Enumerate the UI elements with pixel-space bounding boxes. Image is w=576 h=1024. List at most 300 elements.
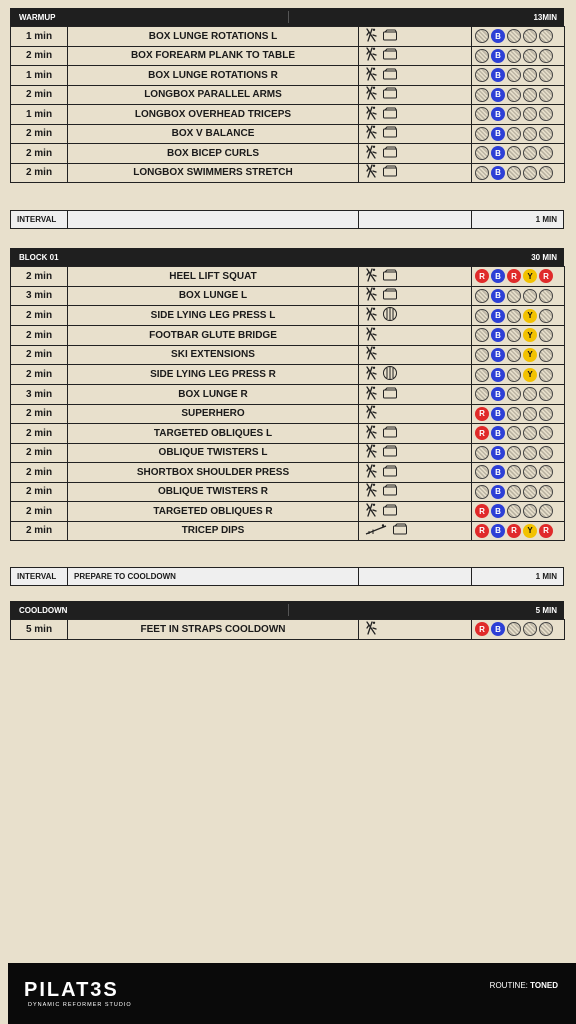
R-level-icon: R: [507, 269, 521, 283]
B-level-icon: B: [491, 485, 505, 499]
exercise-duration: 2 min: [11, 46, 68, 66]
stand-icon: [365, 503, 377, 520]
hatched-level-icon: [475, 146, 489, 160]
exercise-duration: 2 min: [11, 404, 68, 424]
hatched-level-icon: [523, 504, 537, 518]
B-level-icon: B: [491, 269, 505, 283]
hatched-level-icon: [539, 309, 553, 323]
level-cell: [472, 306, 565, 326]
exercise-row: [11, 326, 565, 346]
stand-icon: [365, 483, 377, 500]
hatched-level-icon: [539, 289, 553, 303]
hatched-level-icon: [507, 465, 521, 479]
B-level-icon: B: [491, 309, 505, 323]
stand-icon: [365, 386, 377, 403]
exercise-row: [11, 46, 565, 66]
level-cell: [472, 326, 565, 346]
level-cell: [472, 482, 565, 502]
interval-text: [68, 211, 359, 228]
exercise-duration: 1 min: [11, 105, 68, 125]
stand-icon: [365, 366, 377, 383]
hatched-level-icon: [539, 407, 553, 421]
B-level-icon: B: [491, 49, 505, 63]
exercise-name: SIDE LYING LEG PRESS R: [68, 365, 359, 385]
hatched-level-icon: [523, 107, 537, 121]
B-level-icon: B: [491, 146, 505, 160]
R-level-icon: R: [475, 269, 489, 283]
level-cell: [472, 424, 565, 444]
Y-level-icon: Y: [523, 309, 537, 323]
exercise-duration: 2 min: [11, 502, 68, 522]
exercise-name: SIDE LYING LEG PRESS L: [68, 306, 359, 326]
box-icon: [382, 288, 398, 303]
equipment-cell: [359, 267, 472, 287]
exercise-name: LONGBOX OVERHEAD TRICEPS: [68, 105, 359, 125]
interval-row: [10, 567, 564, 586]
cooldown-table: [10, 619, 565, 640]
exercise-duration: 2 min: [11, 124, 68, 144]
hatched-level-icon: [475, 465, 489, 479]
equipment-cell: [359, 365, 472, 385]
incline-icon: [365, 523, 387, 538]
exercise-duration: 5 min: [11, 620, 68, 640]
hatched-level-icon: [507, 127, 521, 141]
level-cell: [472, 144, 565, 164]
exercise-duration: 2 min: [11, 345, 68, 365]
hatched-level-icon: [475, 127, 489, 141]
exercise-duration: 2 min: [11, 443, 68, 463]
B-level-icon: B: [491, 524, 505, 538]
hatched-level-icon: [539, 88, 553, 102]
equipment-cell: [359, 482, 472, 502]
hatched-level-icon: [523, 88, 537, 102]
hatched-level-icon: [475, 368, 489, 382]
hatched-level-icon: [539, 107, 553, 121]
hatched-level-icon: [507, 68, 521, 82]
hatched-level-icon: [523, 289, 537, 303]
exercise-row: [11, 424, 565, 444]
stand-icon: [365, 67, 377, 84]
Y-level-icon: Y: [523, 368, 537, 382]
exercise-name: LONGBOX SWIMMERS STRETCH: [68, 163, 359, 183]
equipment-cell: [359, 385, 472, 405]
warmup-section: [10, 8, 564, 183]
block-section: [10, 248, 564, 541]
exercise-duration: 3 min: [11, 385, 68, 405]
hatched-level-icon: [523, 446, 537, 460]
exercise-duration: 1 min: [11, 66, 68, 86]
level-cell: [472, 85, 565, 105]
interval-label: INTERVAL: [11, 568, 68, 585]
hatched-level-icon: [539, 622, 553, 636]
exercise-name: OBLIQUE TWISTERS R: [68, 482, 359, 502]
B-level-icon: B: [491, 289, 505, 303]
B-level-icon: B: [491, 426, 505, 440]
hatched-level-icon: [523, 426, 537, 440]
level-cell: [472, 267, 565, 287]
exercise-duration: 2 min: [11, 85, 68, 105]
box-icon: [382, 165, 398, 180]
exercise-row: [11, 144, 565, 164]
stand-icon: [365, 125, 377, 142]
routine-label-text: ROUTINE:: [489, 981, 528, 990]
hatched-level-icon: [507, 166, 521, 180]
box-icon: [382, 107, 398, 122]
stand-icon: [365, 425, 377, 442]
hatched-level-icon: [507, 348, 521, 362]
B-level-icon: B: [491, 465, 505, 479]
stand-icon: [365, 405, 377, 422]
equipment-cell: [359, 521, 472, 541]
warmup-table: [10, 26, 565, 183]
level-cell: [472, 404, 565, 424]
exercise-name: BOX LUNGE ROTATIONS L: [68, 27, 359, 47]
hatched-level-icon: [507, 309, 521, 323]
exercise-name: SUPERHERO: [68, 404, 359, 424]
section-duration: 5 MIN: [535, 605, 557, 615]
B-level-icon: B: [491, 107, 505, 121]
cooldown-section: [10, 601, 564, 640]
box-icon: [382, 445, 398, 460]
hatched-level-icon: [507, 446, 521, 460]
hatched-level-icon: [539, 465, 553, 479]
level-cell: [472, 124, 565, 144]
R-level-icon: R: [539, 524, 553, 538]
level-cell: [472, 286, 565, 306]
exercise-name: TARGETED OBLIQUES L: [68, 424, 359, 444]
exercise-row: [11, 521, 565, 541]
box-icon: [382, 484, 398, 499]
studio-logo: PILAT3S: [24, 979, 119, 1001]
hatched-level-icon: [523, 465, 537, 479]
hatched-level-icon: [539, 166, 553, 180]
hatched-level-icon: [539, 328, 553, 342]
equipment-cell: [359, 163, 472, 183]
equipment-cell: [359, 85, 472, 105]
section-title: WARMUP: [19, 12, 56, 22]
B-level-icon: B: [491, 127, 505, 141]
box-icon: [382, 504, 398, 519]
hatched-level-icon: [475, 68, 489, 82]
B-level-icon: B: [491, 368, 505, 382]
exercise-row: [11, 365, 565, 385]
B-level-icon: B: [491, 348, 505, 362]
exercise-duration: 2 min: [11, 463, 68, 483]
hatched-level-icon: [523, 166, 537, 180]
routine-name: TONED: [530, 981, 558, 990]
hatched-level-icon: [523, 68, 537, 82]
hatched-level-icon: [507, 368, 521, 382]
routine-label: [490, 981, 558, 990]
hatched-level-icon: [539, 146, 553, 160]
hatched-level-icon: [539, 348, 553, 362]
section-duration: 30 MIN: [531, 252, 557, 262]
level-cell: [472, 27, 565, 47]
footer-bar: [8, 963, 576, 1024]
level-cell: [472, 66, 565, 86]
level-cell: [472, 345, 565, 365]
B-level-icon: B: [491, 622, 505, 636]
stand-icon: [365, 86, 377, 103]
B-level-icon: B: [491, 446, 505, 460]
hatched-level-icon: [523, 49, 537, 63]
equipment-cell: [359, 286, 472, 306]
hatched-level-icon: [475, 309, 489, 323]
exercise-name: HEEL LIFT SQUAT: [68, 267, 359, 287]
hatched-level-icon: [539, 446, 553, 460]
R-level-icon: R: [539, 269, 553, 283]
B-level-icon: B: [491, 328, 505, 342]
hatched-level-icon: [507, 504, 521, 518]
equipment-cell: [359, 326, 472, 346]
stand-icon: [365, 164, 377, 181]
hatched-level-icon: [523, 622, 537, 636]
exercise-name: TARGETED OBLIQUES R: [68, 502, 359, 522]
stand-icon: [365, 28, 377, 45]
exercise-row: [11, 620, 565, 640]
equipment-cell: [359, 124, 472, 144]
B-level-icon: B: [491, 504, 505, 518]
exercise-duration: 2 min: [11, 424, 68, 444]
exercise-row: [11, 105, 565, 125]
B-level-icon: B: [491, 68, 505, 82]
equipment-cell: [359, 66, 472, 86]
hatched-level-icon: [475, 387, 489, 401]
box-icon: [382, 29, 398, 44]
stand-icon: [365, 287, 377, 304]
exercise-row: [11, 306, 565, 326]
R-level-icon: R: [507, 524, 521, 538]
interval-time: 1 MIN: [535, 215, 557, 224]
interval-text: PREPARE TO COOLDOWN: [68, 568, 359, 585]
hatched-level-icon: [507, 622, 521, 636]
exercise-name: BOX BICEP CURLS: [68, 144, 359, 164]
stand-icon: [365, 464, 377, 481]
equipment-cell: [359, 424, 472, 444]
equipment-cell: [359, 27, 472, 47]
exercise-name: SKI EXTENSIONS: [68, 345, 359, 365]
equipment-cell: [359, 404, 472, 424]
interval-time: 1 MIN: [535, 572, 557, 581]
interval-row: [10, 210, 564, 229]
equipment-cell: [359, 105, 472, 125]
equipment-cell: [359, 144, 472, 164]
hatched-level-icon: [539, 387, 553, 401]
interval-label: INTERVAL: [11, 211, 68, 228]
exercise-duration: 2 min: [11, 482, 68, 502]
section-title: COOLDOWN: [19, 605, 68, 615]
hatched-level-icon: [475, 328, 489, 342]
hatched-level-icon: [507, 289, 521, 303]
R-level-icon: R: [475, 407, 489, 421]
hatched-level-icon: [523, 146, 537, 160]
section-title: BLOCK 01: [19, 252, 59, 262]
hatched-level-icon: [539, 426, 553, 440]
level-cell: [472, 521, 565, 541]
hatched-level-icon: [475, 29, 489, 43]
hatched-level-icon: [507, 88, 521, 102]
exercise-duration: 2 min: [11, 306, 68, 326]
exercise-duration: 3 min: [11, 286, 68, 306]
exercise-row: [11, 85, 565, 105]
equipment-cell: [359, 46, 472, 66]
exercise-duration: 2 min: [11, 144, 68, 164]
stand-icon: [365, 145, 377, 162]
exercise-duration: 2 min: [11, 163, 68, 183]
level-cell: [472, 105, 565, 125]
R-level-icon: R: [475, 622, 489, 636]
exercise-name: BOX LUNGE L: [68, 286, 359, 306]
exercise-name: OBLIQUE TWISTERS L: [68, 443, 359, 463]
ball-icon: [382, 306, 398, 325]
box-icon: [382, 465, 398, 480]
Y-level-icon: Y: [523, 524, 537, 538]
box-icon: [392, 523, 408, 538]
exercise-name: BOX LUNGE R: [68, 385, 359, 405]
box-icon: [382, 87, 398, 102]
exercise-name: BOX LUNGE ROTATIONS R: [68, 66, 359, 86]
hatched-level-icon: [507, 107, 521, 121]
level-cell: [472, 463, 565, 483]
level-cell: [472, 385, 565, 405]
R-level-icon: R: [475, 504, 489, 518]
stand-icon: [365, 307, 377, 324]
hatched-level-icon: [507, 407, 521, 421]
box-icon: [382, 269, 398, 284]
hatched-level-icon: [475, 166, 489, 180]
exercise-row: [11, 482, 565, 502]
B-level-icon: B: [491, 407, 505, 421]
stand-icon: [365, 444, 377, 461]
B-level-icon: B: [491, 29, 505, 43]
stand-icon: [365, 327, 377, 344]
stand-icon: [365, 268, 377, 285]
B-level-icon: B: [491, 166, 505, 180]
exercise-name: BOX FOREARM PLANK TO TABLE: [68, 46, 359, 66]
hatched-level-icon: [507, 485, 521, 499]
exercise-name: FEET IN STRAPS COOLDOWN: [68, 620, 359, 640]
hatched-level-icon: [539, 504, 553, 518]
equipment-cell: [359, 463, 472, 483]
hatched-level-icon: [539, 29, 553, 43]
hatched-level-icon: [507, 49, 521, 63]
B-level-icon: B: [491, 88, 505, 102]
exercise-name: TRICEP DIPS: [68, 521, 359, 541]
warmup-header: [10, 8, 564, 26]
stand-icon: [365, 47, 377, 64]
level-cell: [472, 365, 565, 385]
exercise-row: [11, 345, 565, 365]
exercise-row: [11, 163, 565, 183]
stand-icon: [365, 106, 377, 123]
level-cell: [472, 163, 565, 183]
hatched-level-icon: [507, 426, 521, 440]
hatched-level-icon: [523, 127, 537, 141]
Y-level-icon: Y: [523, 269, 537, 283]
box-icon: [382, 68, 398, 83]
section-duration: 13MIN: [533, 12, 557, 22]
exercise-duration: 2 min: [11, 365, 68, 385]
hatched-level-icon: [539, 485, 553, 499]
exercise-name: SHORTBOX SHOULDER PRESS: [68, 463, 359, 483]
hatched-level-icon: [523, 387, 537, 401]
exercise-row: [11, 267, 565, 287]
hatched-level-icon: [475, 485, 489, 499]
Y-level-icon: Y: [523, 328, 537, 342]
exercise-row: [11, 124, 565, 144]
hatched-level-icon: [507, 387, 521, 401]
block-header: [10, 248, 564, 266]
exercise-name: BOX V BALANCE: [68, 124, 359, 144]
hatched-level-icon: [539, 49, 553, 63]
block-table: [10, 266, 565, 541]
exercise-name: FOOTBAR GLUTE BRIDGE: [68, 326, 359, 346]
stand-icon: [365, 621, 377, 638]
equipment-cell: [359, 620, 472, 640]
box-icon: [382, 48, 398, 63]
stand-icon: [365, 346, 377, 363]
hatched-level-icon: [507, 29, 521, 43]
ball-icon: [382, 365, 398, 384]
box-icon: [382, 146, 398, 161]
box-icon: [382, 126, 398, 141]
hatched-level-icon: [475, 49, 489, 63]
equipment-cell: [359, 306, 472, 326]
level-cell: [472, 46, 565, 66]
exercise-name: LONGBOX PARALLEL ARMS: [68, 85, 359, 105]
exercise-row: [11, 404, 565, 424]
R-level-icon: R: [475, 524, 489, 538]
hatched-level-icon: [475, 107, 489, 121]
hatched-level-icon: [539, 368, 553, 382]
hatched-level-icon: [523, 29, 537, 43]
exercise-duration: 2 min: [11, 521, 68, 541]
equipment-cell: [359, 443, 472, 463]
level-cell: [472, 620, 565, 640]
Y-level-icon: Y: [523, 348, 537, 362]
hatched-level-icon: [475, 348, 489, 362]
level-cell: [472, 443, 565, 463]
hatched-level-icon: [523, 485, 537, 499]
hatched-level-icon: [475, 88, 489, 102]
exercise-duration: 2 min: [11, 326, 68, 346]
hatched-level-icon: [475, 289, 489, 303]
box-icon: [382, 426, 398, 441]
exercise-duration: 2 min: [11, 267, 68, 287]
hatched-level-icon: [539, 127, 553, 141]
hatched-level-icon: [539, 68, 553, 82]
exercise-row: [11, 463, 565, 483]
studio-tagline: DYNAMIC REFORMER STUDIO: [28, 1002, 132, 1008]
hatched-level-icon: [523, 407, 537, 421]
exercise-row: [11, 443, 565, 463]
hatched-level-icon: [507, 328, 521, 342]
R-level-icon: R: [475, 426, 489, 440]
exercise-row: [11, 286, 565, 306]
cooldown-header: [10, 601, 564, 619]
equipment-cell: [359, 502, 472, 522]
hatched-level-icon: [507, 146, 521, 160]
B-level-icon: B: [491, 387, 505, 401]
exercise-row: [11, 66, 565, 86]
hatched-level-icon: [475, 446, 489, 460]
exercise-row: [11, 385, 565, 405]
exercise-row: [11, 27, 565, 47]
box-icon: [382, 387, 398, 402]
exercise-row: [11, 502, 565, 522]
equipment-cell: [359, 345, 472, 365]
level-cell: [472, 502, 565, 522]
